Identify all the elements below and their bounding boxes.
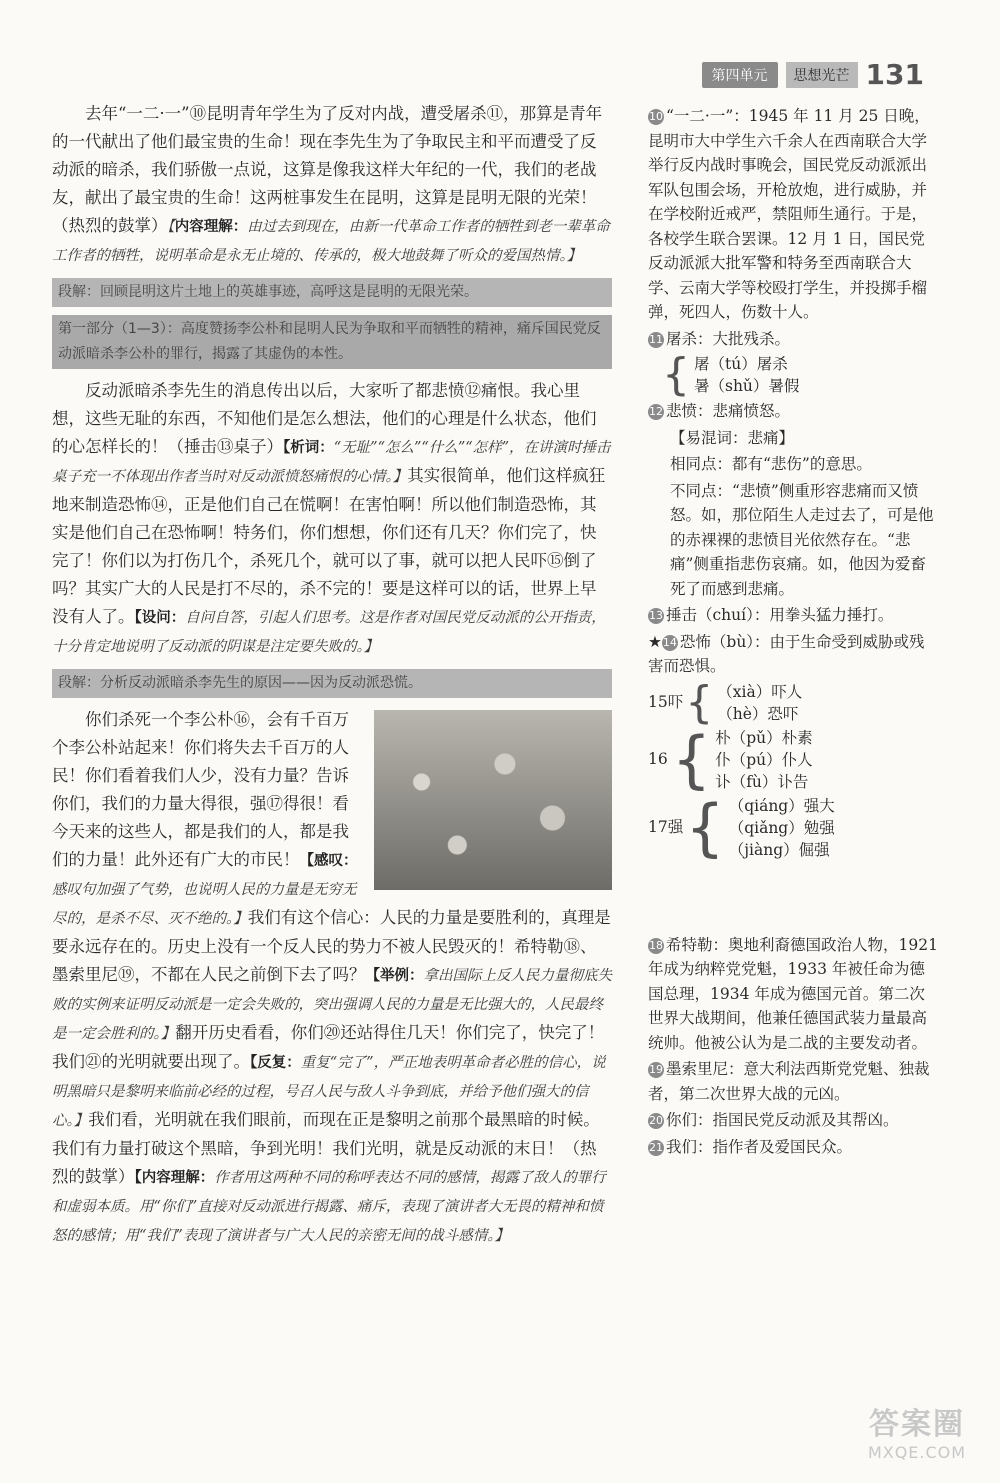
note-12 bbox=[648, 399, 938, 424]
note-number: 17 bbox=[648, 818, 668, 837]
note-18 bbox=[648, 933, 938, 1056]
headword: 强 bbox=[667, 818, 684, 837]
note-16 bbox=[648, 722, 938, 796]
annotation-text: 拿出国际上反人民力量彻底失败的实例来证明反动派是一定会失败的，突出强调人民的力量是无比强大的，人民最终是一定会胜利的。】 bbox=[52, 968, 612, 1042]
paragraph bbox=[52, 377, 612, 661]
annotation-text: 作者用这两种不同的称呼表达不同的感情，揭露了敌人的罪行和虚弱本质。用“你们”直接对反动派进行揭露、痛斥，表现了演讲者大无畏的精神和愤怒的感情；用“我们”表现了演讲者与广大人民的亲密无间的战斗感情。】 bbox=[52, 1170, 606, 1244]
annotation-text: 自问自答，引起人们思考。这是作者对国民党反动派的公开指责，十分肯定地说明了反动派的阴谋是注定要失败的。】 bbox=[52, 610, 606, 655]
brace-icon: { bbox=[685, 676, 714, 728]
watermark-text: 答案圈 bbox=[869, 1407, 965, 1442]
brace-icon: { bbox=[671, 722, 712, 796]
compare-line: 屠（tú）屠杀 bbox=[694, 355, 788, 373]
annotation-text: “无耻”“怎么”“什么”“怎样”，在讲演时捶击桌子充一不体现出作者当时对反动派愤怒痛恨的心情。】 bbox=[52, 440, 611, 485]
headword: 吓 bbox=[667, 693, 684, 712]
note-11-compare bbox=[648, 349, 938, 400]
note-number: 19 bbox=[649, 1063, 663, 1076]
note-text: 墨索里尼：意大利法西斯党党魁、独裁者，第二次世界大战的元凶。 bbox=[648, 1060, 930, 1103]
note-text: 捶击（chuí）：用拳头猛力捶打。 bbox=[666, 606, 894, 624]
part-summary-band: 第一部分（1—3）：高度赞扬李公朴和昆明人民为争取和平而牺牲的精神，痛斥国民党反动派暗杀李公朴的罪行，揭露了其虚伪的本性。 bbox=[52, 315, 612, 369]
section-summary-band: 段解：分析反动派暗杀李先生的原因——因为反动派恐慌。 bbox=[52, 669, 612, 698]
compare-line: （qiáng）强大 bbox=[728, 796, 835, 815]
compare-line: （xià）吓人 bbox=[717, 682, 803, 701]
note-number: 15 bbox=[648, 693, 668, 712]
annotation-tag: 【感叹： bbox=[299, 852, 358, 869]
note-text: 我们：指作者及爱国民众。 bbox=[666, 1137, 853, 1156]
note-14 bbox=[648, 630, 938, 679]
compare-line: 暑（shǔ）暑假 bbox=[694, 377, 800, 395]
watermark-url: MXQE.COM bbox=[867, 1443, 967, 1462]
footnotes-column bbox=[648, 104, 938, 1161]
note-number: 20 bbox=[649, 1114, 663, 1127]
annotation-tag: 【设问： bbox=[134, 609, 186, 626]
note-15 bbox=[648, 676, 938, 728]
compare-line: （qiǎng）勉强 bbox=[728, 818, 835, 837]
annotation-tag: 【举例： bbox=[365, 967, 424, 984]
compare-line: 朴（pǔ）朴素 bbox=[715, 728, 813, 747]
paragraph-text: 其实很简单，他们这样疯狂地来制造恐怖⑭，正是他们自己在慌啊！在害怕啊！所以他们制造恐怖，其实是他们自己在恐怖啊！特务们，你们想想，你们还有几天？你们完了，快完了！你们以为打伤几个，杀死几个，就可以了事，就可以把人民吓⑮倒了吗？其实广大的人民是打不尽的，杀不完的！要是这样可以的话，世界上早没有人了。 bbox=[52, 466, 606, 626]
note-text: 悲愤：悲痛愤怒。 bbox=[666, 402, 791, 420]
brace-icon: { bbox=[685, 790, 725, 864]
annotation bbox=[52, 1170, 606, 1244]
note-17 bbox=[648, 790, 938, 864]
compare-line: （jiàng）倔强 bbox=[728, 840, 830, 859]
photo-image bbox=[374, 710, 612, 890]
annotation: 【内容理解：由过去到现在，由新一代革命工作者的牺牲到老一辈革命工作者的牺牲，说明革命是永无止境的、传承的，极大地鼓舞了听众的爱国热情。】 bbox=[52, 218, 610, 264]
note-11 bbox=[648, 327, 938, 352]
note-number: 16 bbox=[648, 750, 668, 769]
note-number: 11 bbox=[649, 332, 663, 346]
brace-icon: { bbox=[662, 349, 690, 400]
note-text: 你们：指国民党反动派及其帮凶。 bbox=[666, 1111, 899, 1129]
note-text: 希特勒：奥地利裔德国政治人物，1921 年成为纳粹党党魁，1933 年被任命为德国总理，1934 年成为德国元首。第二次世界大战期间，他兼任德国武装力量最高统帅。他被公认为是二战的主要发动者。 bbox=[648, 935, 938, 1052]
annotation-text: 由过去到现在，由新一代革命工作者的牺牲到老一辈革命工作者的牺牲，说明革命是永无止境的、传承的，极大地鼓舞了听众的爱国热情。】 bbox=[52, 219, 610, 264]
site-watermark bbox=[852, 1399, 982, 1465]
page-number: 131 bbox=[865, 58, 924, 91]
confusable-word: 【易混词：悲痛】 bbox=[670, 428, 795, 447]
annotation-tag: 【析词： bbox=[283, 439, 334, 456]
compare-line: 讣（fù）讣告 bbox=[715, 772, 809, 791]
compare-line: （hè）恐吓 bbox=[717, 704, 799, 723]
note-19 bbox=[648, 1057, 938, 1106]
annotation-text: 重复“完了”，严正地表明革命者必胜的信心，说明黑暗只是黎明来临前必经的过程，号召人民与敌人斗争到底，并给予他们强大的信心。】 bbox=[52, 1055, 606, 1129]
page-header bbox=[702, 58, 924, 91]
paragraph-text: 我们有这个信心：人民的力量是要胜利的，真理是要永远存在的。历史上没有一个反人民的势力不被人民毁灭的！希特勒⑱、墨索里尼⑲，不都在人民之前倒下去了吗？ bbox=[52, 908, 611, 984]
annotation bbox=[52, 610, 606, 655]
note-number: 18 bbox=[649, 938, 663, 952]
main-text bbox=[52, 100, 612, 1250]
annotation-tag: 内容理解： bbox=[174, 218, 248, 235]
section-title: 思想光芒 bbox=[786, 62, 858, 88]
note-number: 21 bbox=[649, 1140, 663, 1154]
note-text: 屠杀：大批残杀。 bbox=[666, 329, 791, 348]
note-number: 12 bbox=[649, 405, 663, 418]
crowd-photo bbox=[374, 710, 612, 890]
paragraph-text: 反动派暗杀李先生的消息传出以后，大家听了都悲愤⑫痛恨。我心里想，这些无耻的东西，不知他们是怎么想法，他们的心理是什么状态，他们的心怎样长的！（捶击⑬桌子） bbox=[52, 381, 597, 456]
note-text: 恐怖（bù）：由于生命受到威胁或残害而恐惧。 bbox=[648, 632, 925, 675]
annotation-tag: 【反复： bbox=[250, 1054, 301, 1071]
note-number: 10 bbox=[649, 110, 663, 123]
section-summary-band: 段解：回顾昆明这片土地上的英雄事迹，高呼这是昆明的无限光荣。 bbox=[52, 278, 612, 307]
unit-label: 第四单元 bbox=[702, 62, 778, 88]
note-number: 13 bbox=[649, 609, 663, 622]
annotation-text: 感叹句加强了气势，也说明人民的力量是无穷无尽的，是杀不尽、灭不绝的。】 bbox=[52, 882, 357, 927]
paragraph-text: 去年“一二·一”⑩昆明青年学生为了反对内战，遭受屠杀⑪，那算是青年的一代献出了他们最宝贵的生命！现在李先生为了争取民主和平而遭受了反动派的暗杀，我们骄傲一点说，这算是像我这样大年纪的一代，我们的老战友，献出了最宝贵的生命！这两桩事发生在昆明，这算是昆明无限的光荣！（热烈的鼓掌） bbox=[52, 104, 603, 235]
paragraph-text: 你们杀死一个李公朴⑯，会有千百万个李公朴站起来！你们将失去千百万的人民！你们看着我们人少，没有力量？告诉你们，我们的力量大得很，强⑰得很！看今天来的这些人，都是我们的人，都是我们的力量！此外还有广大的市民！ bbox=[52, 710, 349, 869]
paragraph-text: 我们看，光明就在我们眼前，而现在正是黎明之前那个最黑暗的时候。我们有力量打破这个黑暗，争到光明！我们光明，就是反动派的末日！（热烈的鼓掌） bbox=[52, 1110, 600, 1186]
note-13 bbox=[648, 603, 938, 628]
star-icon: ★ bbox=[648, 632, 662, 651]
annotation-tag: 【内容理解： bbox=[134, 1169, 215, 1186]
note-text: “一二·一”：1945 年 11 月 25 日晚，昆明市大中学生六千余人在西南联合大学举行反内战时事晚会，国民党反动派派出军队包围会场，开枪放炮，进行威胁，并在学校附近戒严，禁阻师生通行。于是，各校学生联合罢课。12 月 1 日，国民党反动派派大批军警和特务至西南联合大学、云南大学等校殴打学生，并投掷手榴弹，死四人，伤数十人。 bbox=[648, 107, 930, 321]
note-10 bbox=[648, 104, 938, 325]
difference-text: 不同点：“悲愤”侧重形容悲痛而又愤怒。如，那位陌生人走过去了，可是他的赤裸裸的悲愤目光依然存在。“悲痛”侧重指悲伤哀痛。如，他因为爱畜死了而感到悲痛。 bbox=[670, 481, 934, 598]
paragraph bbox=[52, 100, 612, 270]
compare-line: 仆（pú）仆人 bbox=[715, 750, 813, 769]
note-number: 14 bbox=[662, 635, 677, 649]
similarity-text: 相同点：都有“悲伤”的意思。 bbox=[670, 455, 872, 473]
paragraph-text: 翻开历史看看，你们⑳还站得住几天！你们完了，快完了！我们㉑的光明就要出现了。 bbox=[52, 1023, 605, 1071]
note-20 bbox=[648, 1108, 938, 1133]
note-21 bbox=[648, 1135, 938, 1160]
